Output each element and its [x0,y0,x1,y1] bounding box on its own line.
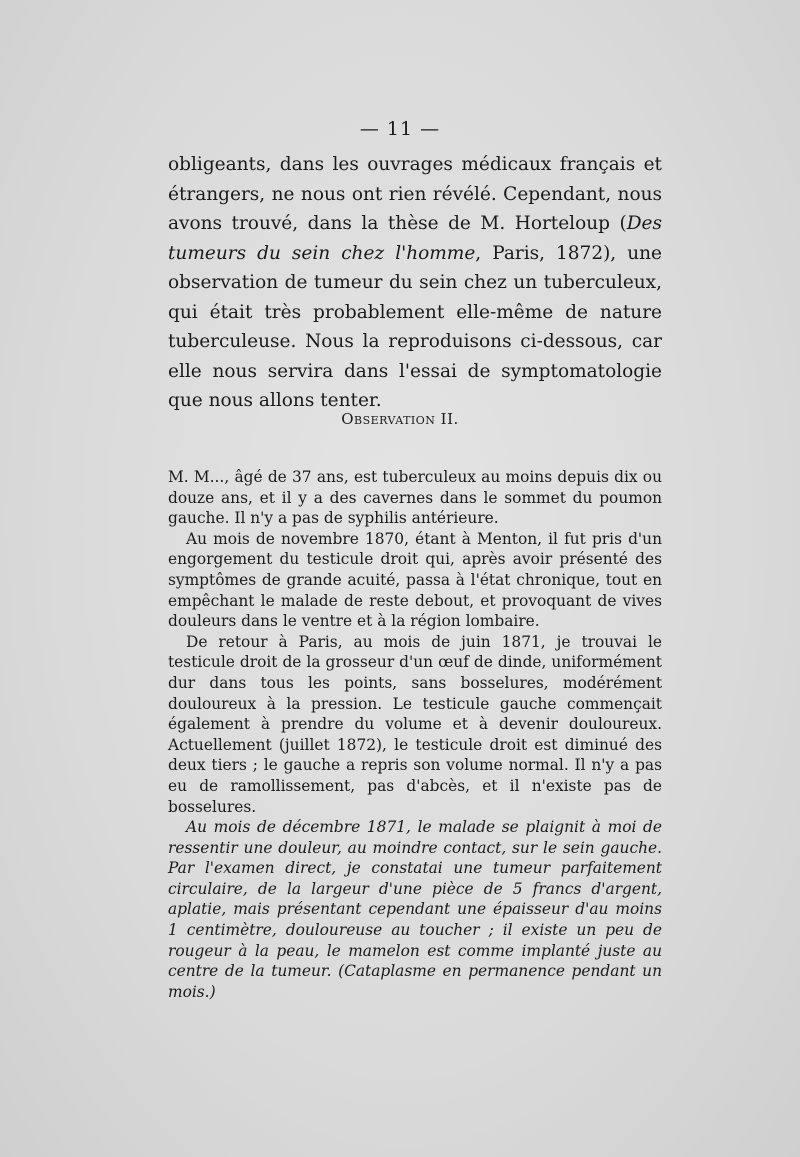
lead-text-part1: obligeants, dans les ouvrages médicaux français et étrangers, ne nous ont rien révélé. Cependant, nous avons trouvé, dans la thèse de M. Horteloup ( [168,154,662,234]
observation-paragraph: Au mois de novembre 1870, étant à Menton, il fut pris d'un engorgement du testicule droit qui, après avoir présenté des symptômes de grande acuité, passa à l'état chronique, tout en empêchant le malade de reste debout, et provoquant de vives douleurs dans le ventre et à la région lombaire. [168,529,662,631]
lead-text-part2: , Paris, 1872), une observation de tumeur du sein chez un tuberculeux, qui était très probablement elle-même de nature tuberculeuse. Nous la reproduisons ci-dessous, car elle nous servira dans l'essai de symptomatologie que nous allons tenter. [168,242,662,411]
lead-paragraph-block [168,150,662,416]
lead-paragraph [168,150,662,416]
observation-heading: Observation II. [341,410,459,428]
observation-paragraph: De retour à Paris, au mois de juin 1871, je trouvai le testicule droit de la grosseur d'un œuf de dinde, uniformément dur dans tous les points, sans bosselures, modérément douloureux à la pression. Le testicule gauche commençait également à prendre du volume et à devenir douloureux. Actuellement (juillet 1872), le testicule droit est diminué des deux tiers ; le gauche a repris son volume normal. Il n'y a pas eu de ramollissement, pas d'abcès, et il n'existe pas de bosselures. [168,632,662,816]
observation-paragraph: M. M..., âgé de 37 ans, est tuberculeux au moins depuis dix ou douze ans, et il y a des cavernes dans le sommet du poumon gauche. Il n'y a pas de syphilis antérieure. [168,468,662,528]
page-number: — 11 — [359,118,441,140]
observation-italic-paragraph: Au mois de décembre 1871, le malade se plaignit à moi de ressentir une douleur, au moindre contact, sur le sein gauche. Par l'examen direct, je constatai une tumeur parfaitement circulaire, de la largeur d'une pièce de 5 francs d'argent, aplatie, mais présentant cependant une épaisseur d'au moins 1 centimètre, douloureuse au toucher ; il existe un peu de rougeur à la peau, le mamelon est comme implanté juste au centre de la tumeur. (Cataplasme en permanence pendant un mois.) [168,818,662,1001]
thesis-title: Des tumeurs du sein chez l'homme [168,213,662,264]
observation-body [168,467,662,1002]
